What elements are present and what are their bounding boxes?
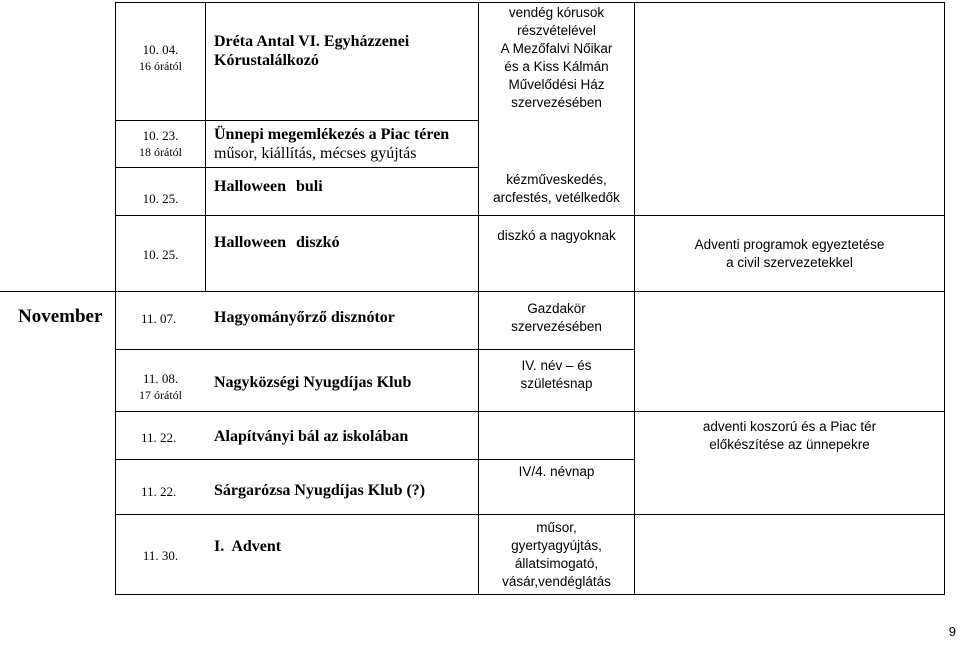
event-subtitle-line: műsor, kiállítás, mécses gyújtás (214, 145, 417, 162)
partner-cell: műsor, gyertyagyújtás, állatsimogató, vásár,vendéglátás (502, 520, 611, 589)
month-label: November (18, 306, 103, 327)
table-row-divider (115, 120, 478, 121)
date-text: 10. 23. (142, 128, 179, 143)
partner-cell: IV/4. névnap (518, 464, 595, 479)
event-title: Nagyközségi Nyugdíjas Klub (214, 374, 412, 391)
table-border-bottom (115, 594, 945, 595)
time-text: 18 órától (139, 145, 182, 159)
note-cell: Adventi programok egyeztetése a civil szervezetekkel (694, 237, 885, 270)
event-title: Sárgarózsa Nyugdíjas Klub (?) (214, 482, 426, 499)
date-text: 10. 25. (142, 246, 179, 262)
event-title: Halloween diszkó (214, 234, 340, 251)
event-title: I. Advent (214, 538, 282, 555)
table-row-divider (115, 411, 945, 412)
partner-cell: kézműveskedés, arcfestés, vetélkedők (493, 172, 620, 205)
date-cell (116, 308, 205, 328)
event-title (214, 32, 474, 70)
table-row-divider (115, 349, 634, 350)
event-title: Hagyományőrző disznótor (214, 309, 395, 326)
partner-cell: diszkó a nagyoknak (497, 228, 616, 243)
partner-cell: vendég kórusok részvételével A Mezőfalvi Nőikar és a Kiss Kálmán Művelődési Ház szervezésében (500, 5, 613, 110)
time-text: 17 órától (139, 388, 182, 402)
note-cell: adventi koszorú és a Piac tér előkészítése az ünnepekre (702, 419, 877, 452)
table-row-divider (115, 459, 634, 460)
table-border-right (944, 2, 945, 594)
date-text: 10. 25. (142, 190, 179, 206)
date-text: 11. 30. (142, 547, 179, 563)
date-cell (116, 40, 205, 76)
event-title (214, 125, 476, 163)
event-title: Halloween buli (214, 178, 323, 195)
partner-cell: IV. név – és születésnap (520, 358, 593, 391)
page-number: 9 (948, 624, 956, 639)
date-cell (116, 427, 205, 447)
date-text: 11. 07. (141, 310, 177, 326)
date-cell (116, 369, 205, 405)
date-text: 11. 22. (141, 483, 177, 499)
date-cell (116, 188, 205, 208)
event-title-line: Kórustalálkozó (214, 52, 319, 69)
table-row-divider (0, 291, 945, 292)
date-cell (116, 545, 205, 565)
time-text: 16 órától (139, 59, 182, 73)
event-title-line: Dréta Antal VI. Egyházzenei (214, 33, 410, 50)
date-cell (116, 126, 205, 162)
table-row-divider (115, 514, 945, 515)
date-cell (116, 244, 205, 264)
partner-cell: Gazdakör szervezésében (511, 301, 602, 334)
table-border-top (115, 2, 945, 3)
date-cell (116, 481, 205, 501)
table-row-divider (115, 167, 478, 168)
date-text: 11. 08. (142, 371, 179, 386)
event-title: Alapítványi bál az iskolában (214, 428, 409, 445)
table-col-divider (634, 2, 635, 594)
table-border-left (115, 2, 116, 594)
event-title-line: Ünnepi megemlékezés a Piac téren (214, 126, 450, 143)
date-text: 11. 22. (141, 429, 177, 445)
table-col-divider (205, 2, 206, 291)
table-row-divider (115, 215, 945, 216)
date-text: 10. 04. (142, 42, 179, 57)
